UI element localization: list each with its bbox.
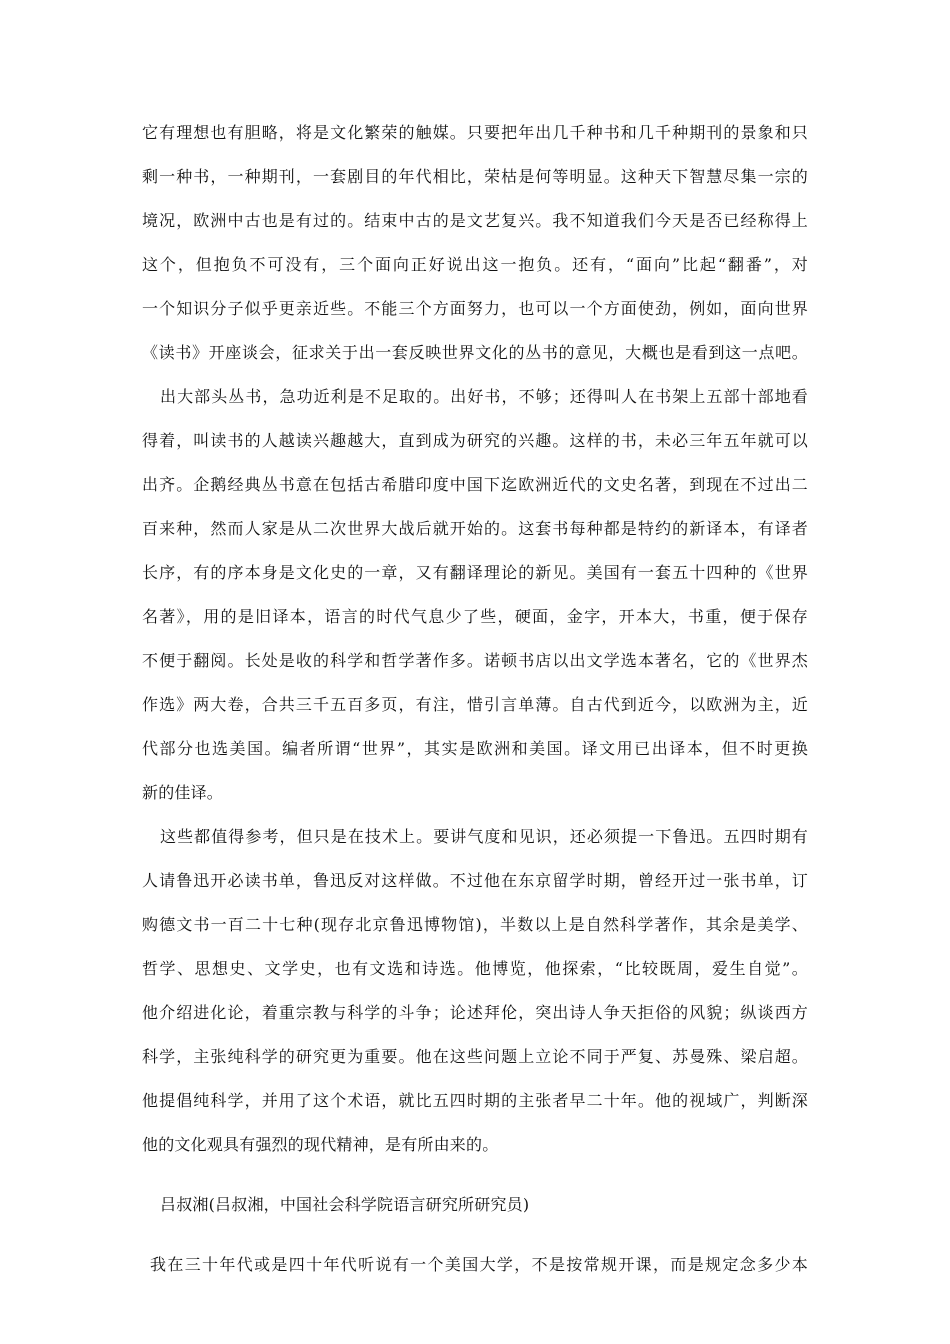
text-line: 境况，欧洲中古也是有过的。结束中古的是文艺复兴。我不知道我们今天是否已经称得上 bbox=[142, 211, 808, 230]
text-line: 出齐。企鹅经典丛书意在包括古希腊印度中国下迄欧洲近代的文史名著，到现在不过出二 bbox=[142, 475, 808, 494]
paragraph-first-line: 这些都值得参考，但只是在技术上。要讲气度和见识，还必须提一下鲁迅。五四时期有 bbox=[160, 827, 808, 846]
text-line: 不便于翻阅。长处是收的科学和哲学著作多。诺顿书店以出文学选本著名，它的《世界杰 bbox=[142, 651, 808, 670]
text-line: 代部分也选美国。编者所谓“世界”，其实是欧洲和美国。译文用已出译本，但不时更换 bbox=[142, 739, 808, 758]
text-line: 长序，有的序本身是文化史的一章，又有翻译理论的新见。美国有一套五十四种的《世界 bbox=[142, 563, 808, 582]
text-line: 作选》两大卷，合共三千五百多页，有注，惜引言单薄。自古代到近今，以欧洲为主，近 bbox=[142, 695, 808, 714]
text-line: 它有理想也有胆略，将是文化繁荣的触媒。只要把年出几千种书和几千种期刊的景象和只 bbox=[142, 123, 808, 142]
author-attribution: 吕叔湘(吕叔湘，中国社会科学院语言研究所研究员) bbox=[160, 1195, 530, 1214]
text-line: 哲学、思想史、文学史，也有文选和诗选。他博览，他探索，“比较既周，爱生自觉”。 bbox=[142, 959, 808, 978]
text-line: 得着，叫读书的人越读兴趣越大，直到成为研究的兴趣。这样的书，未必三年五年就可以 bbox=[142, 431, 808, 450]
paragraph-first-line: 出大部头丛书，急功近利是不足取的。出好书，不够；还得叫人在书架上五部十部地看 bbox=[160, 387, 808, 406]
text-line: 《读书》开座谈会，征求关于出一套反映世界文化的丛书的意见，大概也是看到这一点吧。 bbox=[142, 343, 808, 362]
text-line: 名著》，用的是旧译本，语言的时代气息少了些，硬面，金字，开本大，书重，便于保存 bbox=[142, 607, 808, 626]
text-line: 购德文书一百二十七种(现存北京鲁迅博物馆)，半数以上是自然科学著作，其余是美学、 bbox=[142, 915, 808, 934]
text-line: 科学，主张纯科学的研究更为重要。他在这些问题上立论不同于严复、苏曼殊、梁启超。 bbox=[142, 1047, 808, 1066]
text-line: 人请鲁迅开必读书单，鲁迅反对这样做。不过他在东京留学时期，曾经开过一张书单，订 bbox=[142, 871, 808, 890]
text-line: 这个，但抱负不可没有，三个面向正好说出这一抱负。还有，“面向”比起“翻番”，对 bbox=[142, 255, 808, 274]
paragraph-first-line: 我在三十年代或是四十年代听说有一个美国大学，不是按常规开课，而是规定念多少本 bbox=[150, 1255, 808, 1274]
text-line: 他提倡纯科学，并用了这个术语，就比五四时期的主张者早二十年。他的视域广，判断深 bbox=[142, 1091, 808, 1110]
text-line: 他的文化观具有强烈的现代精神，是有所由来的。 bbox=[142, 1135, 499, 1154]
text-line: 剩一种书，一种期刊，一套剧目的年代相比，荣枯是何等明显。这种天下智慧尽集一宗的 bbox=[142, 167, 808, 186]
text-line: 他介绍进化论，着重宗教与科学的斗争；论述拜伦，突出诗人争天拒俗的风貌；纵谈西方 bbox=[142, 1003, 808, 1022]
text-line: 新的佳译。 bbox=[142, 783, 224, 802]
text-line: 百来种，然而人家是从二次世界大战后就开始的。这套书每种都是特约的新译本，有译者 bbox=[142, 519, 808, 538]
text-line: 一个知识分子似乎更亲近些。不能三个方面努力，也可以一个方面使劲，例如，面向世界 bbox=[142, 299, 808, 318]
